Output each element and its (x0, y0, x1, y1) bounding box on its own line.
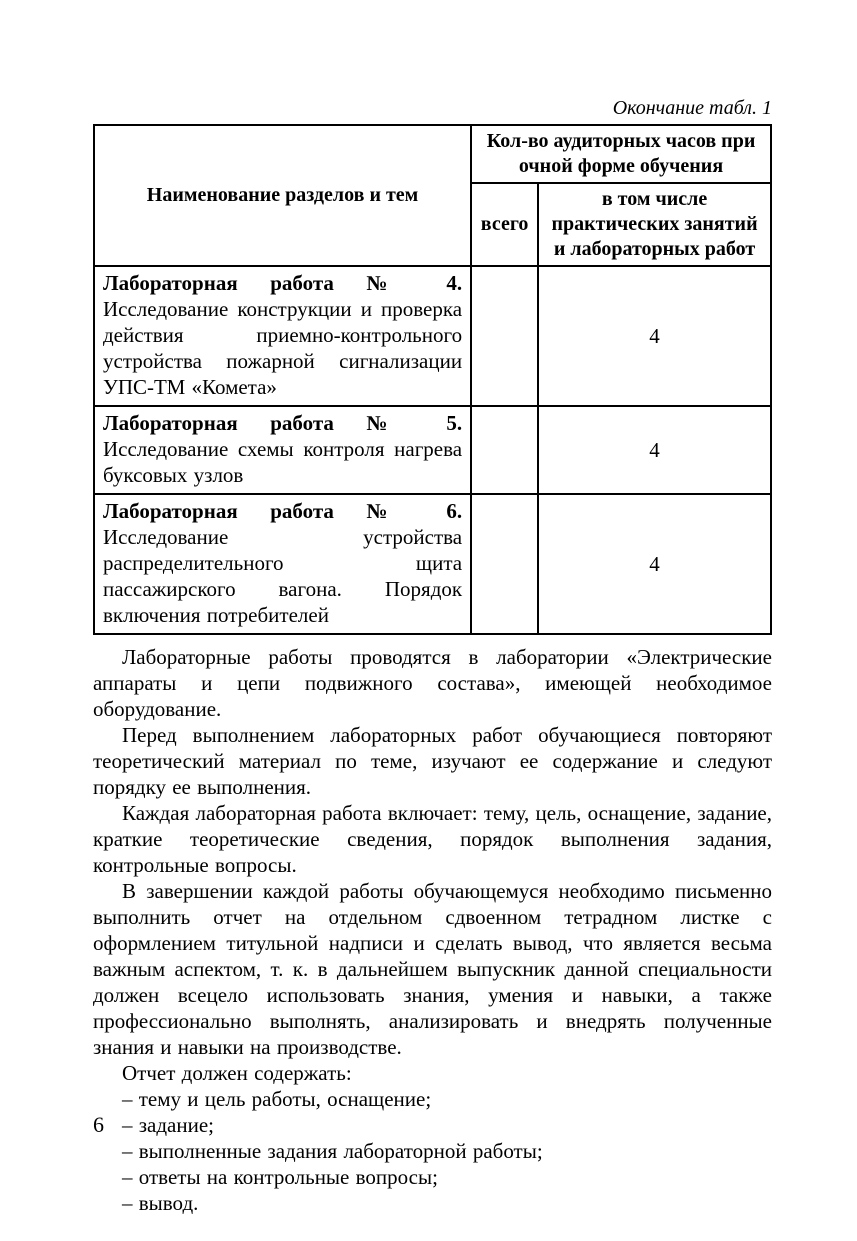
lab-work-title: Лабораторная работа № 6. (103, 499, 463, 523)
paragraph: Лабораторные работы проводятся в лаборатории «Электрические аппараты и цепи подвижного состава», имеющей необходимое оборудование. (93, 645, 772, 721)
lab-work-description: Исследование конструкции и проверка действия приемно-контрольного устройства пожарной сигнализации УПС-ТМ «Комета» (103, 297, 463, 399)
paragraph: Перед выполнением лабораторных работ обучающиеся повторяют теоретический материал по теме, изучают ее содержание и следуют порядку ее выполнения. (93, 723, 772, 799)
table-row (94, 406, 771, 494)
paragraph: В завершении каждой работы обучающемуся необходимо письменно выполнить отчет на отдельном сдвоенном тетрадном листке с оформлением титульной надписи и сделать вывод, что является весьма важным аспектом, т. к. в дальнейшем выпускник данной специальности должен всецело использовать знания, умения и навыки, а также профессионально выполнять, анализировать и внедрять полученные знания и навыки на производстве. (93, 879, 772, 1059)
table-row (94, 494, 771, 634)
curriculum-hours-table (93, 124, 772, 635)
table-header-row-1 (94, 125, 771, 183)
list-item: – тему и цель работы, оснащение; (122, 1087, 432, 1111)
column-header-total: всего (471, 183, 538, 266)
lab-work-title: Лабораторная работа № 4. (103, 271, 463, 295)
section-name-cell (94, 406, 471, 494)
practical-hours-cell: 4 (538, 494, 771, 634)
total-hours-cell (471, 494, 538, 634)
table-row (94, 266, 771, 406)
table-caption: Окончание табл. 1 (612, 97, 772, 119)
total-hours-cell (471, 266, 538, 406)
paragraph: Каждая лабораторная работа включает: тему, цель, оснащение, задание, краткие теоретические сведения, порядок выполнения задания, контрольные вопросы. (93, 801, 772, 877)
section-name-cell (94, 494, 471, 634)
practical-hours-cell: 4 (538, 406, 771, 494)
column-header-section-names: Наименование разделов и тем (94, 125, 471, 266)
list-item: – выполненные задания лабораторной работы; (122, 1139, 543, 1163)
section-name-cell (94, 266, 471, 406)
body-text (93, 644, 772, 1216)
practical-hours-cell: 4 (538, 266, 771, 406)
content-area (93, 97, 772, 1216)
column-header-practical: в том числе практических занятий и лабораторных работ (538, 183, 771, 266)
lab-work-description: Исследование схемы контроля нагрева буксовых узлов (103, 437, 463, 487)
list-item: – вывод. (122, 1191, 199, 1215)
list-item: – задание; (122, 1113, 215, 1137)
list-item: – ответы на контрольные вопросы; (122, 1165, 438, 1189)
report-contents-list (93, 1086, 772, 1216)
lab-work-description: Исследование устройства распределительного щита пассажирского вагона. Порядок включения потребителей (103, 525, 463, 627)
lab-work-title: Лабораторная работа № 5. (103, 411, 463, 435)
total-hours-cell (471, 406, 538, 494)
page-number: 6 (93, 1112, 104, 1137)
paragraph: Отчет должен содержать: (122, 1061, 352, 1085)
column-header-hours-group: Кол-во аудиторных часов при очной форме обучения (471, 125, 771, 183)
